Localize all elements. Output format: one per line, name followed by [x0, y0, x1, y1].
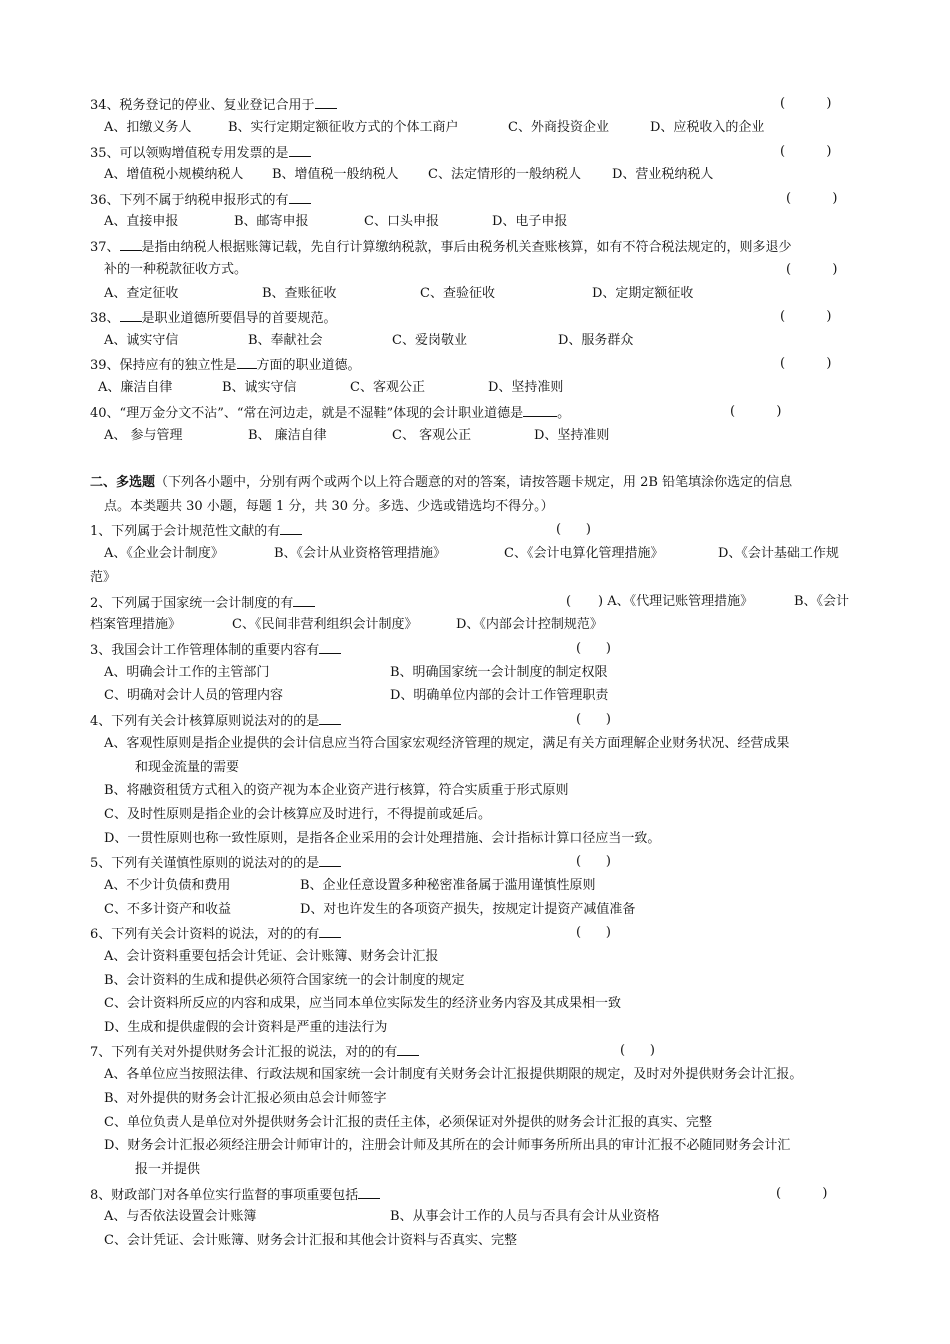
multi-question-8-stem: 8、财政部门对各单位实行监督的事项重要包括: [90, 1186, 380, 1204]
option-c: C、爱岗敬业: [392, 333, 467, 348]
answer-paren-35: ( ): [780, 144, 832, 159]
answer-paren-39: ( ): [780, 356, 832, 371]
multi-question-3-options-ab: [0, 665, 950, 681]
answer-paren-m7: ( ): [620, 1043, 655, 1058]
option-b: B、奉献社会: [248, 333, 323, 348]
option-a: A、增值税小规模纳税人: [104, 167, 244, 182]
answer-paren-38: ( ): [780, 309, 832, 324]
option-c: C、及时性原则是指企业的会计核算应及时进行，不得提前或延后。: [104, 807, 491, 822]
answer-paren-m6: ( ): [576, 925, 611, 940]
multi-question-3-stem: 3、我国会计工作管理体制的重要内容有: [90, 641, 341, 659]
option-c: C、查验征收: [420, 286, 495, 301]
option-b: B、会计资料的生成和提供必须符合国家统一的会计制度的规定: [104, 973, 465, 988]
answer-paren-m5: ( ): [576, 854, 611, 869]
option-d: D、对也许发生的各项资产损失，按规定计提资产减值准备: [300, 902, 636, 917]
answer-paren-36: ( ): [786, 191, 838, 206]
option-d: D、服务群众: [558, 333, 634, 348]
option-b: B、明确国家统一会计制度的制定权限: [390, 665, 608, 680]
option-b: B、诚实守信: [222, 380, 297, 395]
option-a: A、 参与管理: [104, 428, 183, 443]
option-c: C、会计资料所反应的内容和成果，应当同本单位实际发生的经济业务内容及其成果相一致: [104, 996, 621, 1011]
answer-paren-40: ( ): [730, 404, 782, 419]
multi-question-6-stem: 6、下列有关会计资料的说法，对的的有: [90, 925, 341, 943]
option-b: B、将融资租赁方式租入的资产视为本企业资产进行核算，符合实质重于形式原则: [104, 783, 569, 798]
option-d: D、《会计基础工作规: [718, 546, 839, 561]
option-c: C、口头申报: [364, 214, 439, 229]
option-a: A、诚实守信: [104, 333, 179, 348]
option-c: C、 客观公正: [392, 428, 472, 443]
option-c: C、法定情形的一般纳税人: [428, 167, 581, 182]
option-d: D、财务会计汇报必须经注册会计师审计的，注册会计师及其所在的会计师事务所所出具的审计汇报不必随同财务会计汇: [104, 1138, 791, 1153]
multi-question-2-line1: 2、下列属于国家统一会计制度的有 ( ) A、《代理记账管理措施》 B、《会计: [90, 594, 850, 611]
option-a: A、各单位应当按照法律、行政法规和国家统一会计制度有关财务会计汇报提供期限的规定，及时对外提供财务会计汇报。: [104, 1067, 803, 1082]
option-c: C、《会计电算化管理措施》: [504, 546, 664, 561]
option-b: B、查账征收: [262, 286, 337, 301]
option-d: D、生成和提供虚假的会计资料是严重的违法行为: [104, 1020, 388, 1035]
option-d: D、坚持准则: [534, 428, 610, 443]
answer-paren-34: ( ): [780, 96, 832, 111]
answer-paren-37: ( ): [786, 262, 838, 277]
question-34-stem: 34、税务登记的停业、复业登记合用于: [90, 96, 337, 114]
question-36-stem: 36、下列不属于纳税申报形式的有: [90, 191, 311, 209]
answer-paren-m3: ( ): [576, 641, 611, 656]
option-b-cont: 档案管理措施》: [90, 617, 182, 632]
question-35-options: [0, 167, 950, 183]
option-a: A、客观性原则是指企业提供的会计信息应当符合国家宏观经济管理的规定，满足有关方面理解企业财务状况、经营成果: [104, 736, 790, 751]
multi-question-8-options-ab: [0, 1209, 950, 1225]
answer-paren-m8: ( ): [776, 1186, 828, 1201]
option-c: C、外商投资企业: [508, 120, 609, 135]
answer-paren-m1: ( ): [556, 522, 591, 537]
option-d: D、电子申报: [492, 214, 568, 229]
multi-question-1-options: [0, 546, 950, 562]
option-a: A、明确会计工作的主管部门: [104, 665, 270, 680]
option-b: B、《会计: [794, 594, 850, 609]
option-b: B、实行定期定额征收方式的个体工商户: [228, 120, 459, 135]
multi-question-1-stem: 1、下列属于会计规范性文献的有: [90, 522, 302, 540]
multi-question-2-stem: 2、下列属于国家统一会计制度的有: [90, 596, 294, 611]
multi-question-2-line2: [0, 617, 950, 633]
option-b: B、企业任意设置多种秘密准备属于滥用谨慎性原则: [300, 878, 596, 893]
option-d: D、定期定额征收: [592, 286, 694, 301]
multi-question-5-options-ab: [0, 878, 950, 894]
option-c: C、《民间非营利组织会计制度》: [232, 617, 418, 632]
option-d: D、明确单位内部的会计工作管理职责: [390, 688, 609, 703]
section-description: （下列各小题中，分别有两个或两个以上符合题意的对的答案，请按答题卡规定，用 2B 铅笔填涂你选定的信息: [155, 475, 793, 490]
option-a: A、会计资料重要包括会计凭证、会计账簿、财务会计汇报: [104, 949, 439, 964]
option-a: A、直接申报: [104, 214, 179, 229]
option-a-cont: 和现金流量的需要: [135, 760, 240, 775]
option-c: C、客观公正: [350, 380, 425, 395]
option-b: B、对外提供的财务会计汇报必须由总会计师签字: [104, 1091, 387, 1106]
multi-question-5-options-cd: [0, 902, 950, 918]
option-d: D、一贯性原则也称一致性原则，是指各企业采用的会计处理措施、会计指标计算口径应当一致。: [104, 831, 661, 846]
option-a: A、《企业会计制度》: [104, 546, 224, 561]
question-40-stem: 40、“理万金分文不沾”、“常在河边走，就是不湿鞋”体现的会计职业道德是 。: [90, 406, 571, 421]
question-39-stem: 39、保持应有的独立性是 方面的职业道德。: [90, 358, 361, 373]
question-37-options: [0, 286, 950, 302]
option-d: D、营业税纳税人: [612, 167, 714, 182]
multi-question-4-stem: 4、下列有关会计核算原则说法对的的是: [90, 712, 341, 730]
option-c: C、会计凭证、会计账簿、财务会计汇报和其他会计资料与否真实、完整: [104, 1233, 517, 1248]
option-a: A、与否依法设置会计账簿: [104, 1209, 257, 1224]
option-d: D、《内部会计控制规范》: [456, 617, 603, 632]
option-b: B、增值税一般纳税人: [272, 167, 399, 182]
option-b: B、 廉洁自律: [248, 428, 327, 443]
multi-question-5-stem: 5、下列有关谨慎性原则的说法对的的是: [90, 854, 341, 872]
section-description-cont: 点。本类题共 30 小题，每题 1 分，共 30 分。多选、少选或错选均不得分。）: [104, 499, 554, 514]
option-d: D、应税收入的企业: [650, 120, 765, 135]
question-38-stem: 38、 是职业道德所要倡导的首要规范。: [90, 311, 337, 326]
option-d: D、坚持准则: [488, 380, 564, 395]
option-a: A、廉洁自律: [98, 380, 173, 395]
option-a: ) A、《代理记账管理措施》: [598, 594, 754, 609]
option-a: A、扣缴义务人: [104, 120, 192, 135]
question-39-options: [0, 380, 950, 396]
option-c: C、单位负责人是单位对外提供财务会计汇报的责任主体，必须保证对外提供的财务会计汇报的真实、完整: [104, 1115, 712, 1130]
option-b: B、《会计从业资格管理措施》: [274, 546, 447, 561]
option-b: B、从事会计工作的人员与否具有会计从业资格: [390, 1209, 660, 1224]
question-40-options: [0, 428, 950, 444]
option-c: C、明确对会计人员的管理内容: [104, 688, 283, 703]
option-a: A、查定征收: [104, 286, 179, 301]
answer-paren-m4: ( ): [576, 712, 611, 727]
section-title: 二、多选题: [90, 475, 156, 490]
option-a: A、不少计负债和费用: [104, 878, 231, 893]
question-38-options: [0, 333, 950, 349]
question-36-options: [0, 214, 950, 230]
multi-question-1-options-cont: 范》: [90, 570, 117, 585]
option-c: C、不多计资产和收益: [104, 902, 231, 917]
option-b: B、邮寄申报: [234, 214, 309, 229]
question-35-stem: 35、可以领购增值税专用发票的是: [90, 144, 311, 162]
multi-question-3-options-cd: [0, 688, 950, 704]
question-37-stem-cont: 补的一种税款征收方式。: [104, 262, 248, 277]
option-d-cont: 报一并提供: [135, 1162, 201, 1177]
multi-question-7-stem: 7、下列有关对外提供财务会计汇报的说法，对的的有: [90, 1043, 419, 1061]
question-34-options: [0, 120, 950, 136]
question-37-stem: 37、 是指由纳税人根据账簿记载，先自行计算缴纳税款，事后由税务机关查账核算，如有不符合税法规定的，则多退少: [90, 240, 792, 255]
section-heading: [90, 475, 792, 491]
